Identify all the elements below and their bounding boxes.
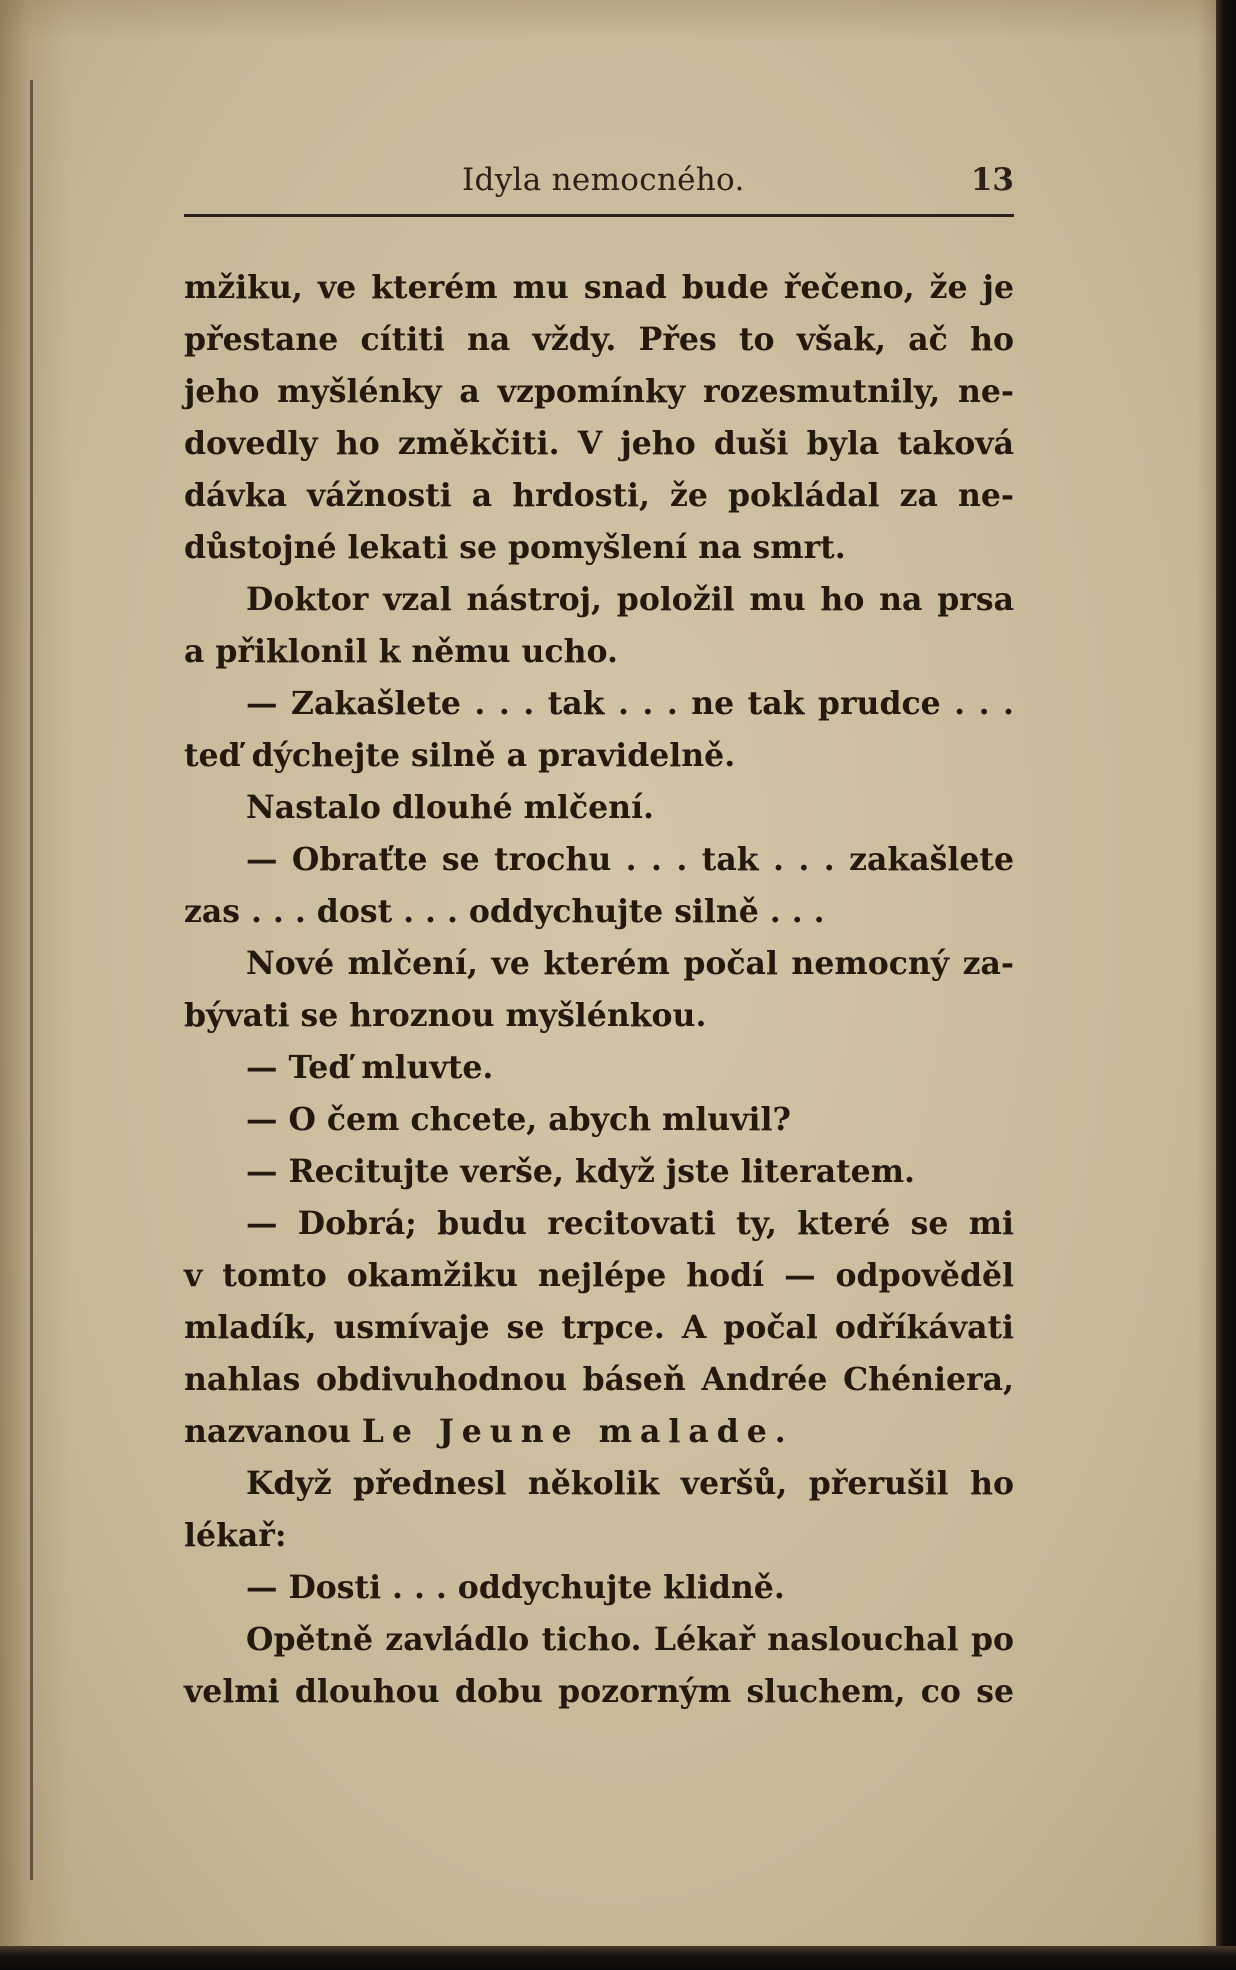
text-line: teď dýchejte silně a pravidelně. [184, 737, 736, 774]
text-line: nahlas obdivuhodnou báseň Andrée Chéniera, [184, 1361, 1014, 1398]
text-line: jeho myšlénky a vzpomínky rozesmutnily, ne- [184, 373, 1014, 410]
running-title: Idyla nemocného. [462, 162, 745, 198]
text-line [184, 1406, 1014, 1458]
running-head [184, 162, 1014, 206]
text-line: v tomto okamžiku nejlépe hodí — odpověděl [184, 1257, 1014, 1294]
page-edge-bottom [0, 1946, 1236, 1970]
body-text [184, 262, 1014, 1718]
text-line: dávka vážnosti a hrdosti, že pokládal za ne- [184, 477, 1014, 514]
text-line: přestane cítiti na vždy. Přes to však, ač ho [184, 321, 1014, 358]
text-line: důstojné lekati se pomyšlení na smrt. [184, 529, 846, 566]
text-line: — Zakašlete . . . tak . . . ne tak prudce . . . [246, 685, 1014, 722]
text-line: — Obraťte se trochu . . . tak . . . zakašlete [246, 841, 1014, 878]
binding-gutter [30, 80, 47, 1880]
text-line: velmi dlouhou dobu pozorným sluchem, co se [184, 1673, 1014, 1710]
text-line: mladík, usmívaje se trpce. A počal odříkávati [184, 1309, 1014, 1346]
text-line: — Dosti . . . oddychujte klidně. [246, 1569, 785, 1606]
page-number: 13 [970, 162, 1014, 198]
text-line: — Dobrá; budu recitovati ty, které se mi [246, 1205, 1014, 1242]
text-line: Nastalo dlouhé mlčení. [246, 789, 655, 826]
text-line: Když přednesl několik veršů, přerušil ho [246, 1465, 1014, 1502]
text-line: — Recitujte verše, když jste literatem. [246, 1153, 916, 1190]
text-line: Opětně zavládlo ticho. Lékař naslouchal po [246, 1621, 1014, 1658]
text-line: dovedly ho změkčiti. V jeho duši byla taková [184, 425, 1014, 462]
text-line: lékař: [184, 1517, 287, 1554]
text-line: a přiklonil k němu ucho. [184, 633, 618, 670]
page-edge-right [1216, 0, 1236, 1970]
text-line: — O čem chcete, abych mluvil? [246, 1101, 791, 1138]
header-rule [184, 214, 1014, 217]
text-line: — Teď mluvte. [246, 1049, 494, 1086]
text-line: mžiku, ve kterém mu snad bude řečeno, že je [184, 269, 1014, 306]
text-line: zas . . . dost . . . oddychujte silně . . . [184, 893, 825, 930]
text-line: Nové mlčení, ve kterém počal nemocný za- [246, 945, 1014, 982]
line-text: nazvanou [184, 1413, 362, 1450]
text-line: bývati se hroznou myšlénkou. [184, 997, 707, 1034]
text-line: Doktor vzal nástroj, položil mu ho na prsa [246, 581, 1014, 618]
spaced-title: Le Jeune malade. [361, 1413, 794, 1450]
